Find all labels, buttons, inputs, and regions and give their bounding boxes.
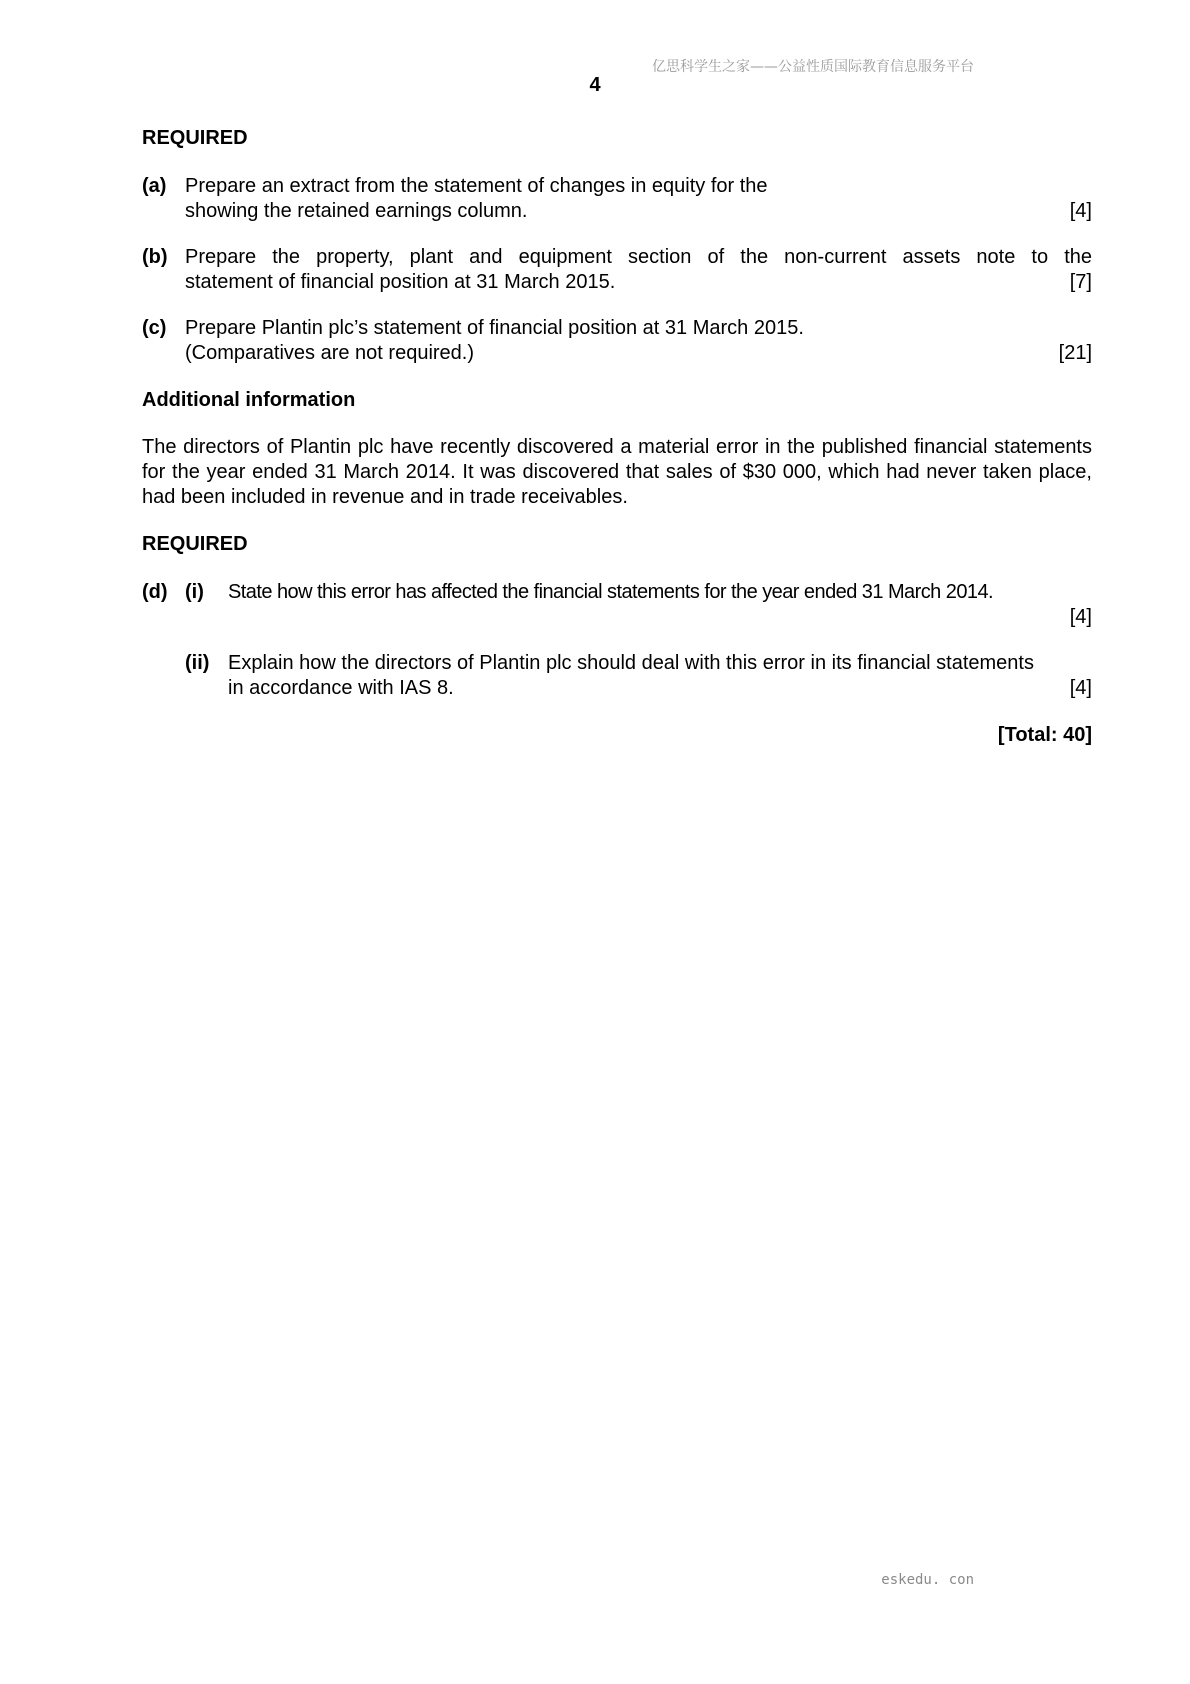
marks-label: [7]	[1069, 271, 1092, 293]
watermark-text: 亿思科学生之家——公益性质国际教育信息服务平台	[652, 59, 974, 75]
sub-item-label: (i)	[185, 581, 204, 603]
item-text-line: Explain how the directors of Plantin plc should deal with this error in its financial statements	[228, 652, 1034, 674]
marks-label: [4]	[1069, 606, 1092, 628]
item-text-line: Prepare an extract from the statement of changes in equity for the	[185, 175, 768, 197]
question-item-b	[142, 245, 1092, 295]
required-heading: REQUIRED	[142, 533, 248, 555]
page-number: 4	[589, 74, 601, 96]
item-text-line: State how this error has affected the financial statements for the year ended 31 March 2014.	[228, 581, 994, 603]
total-marks: [Total: 40]	[997, 724, 1092, 746]
question-item-a	[142, 174, 1092, 224]
item-text-line: in accordance with IAS 8.	[228, 677, 454, 699]
additional-info-text: The directors of Plantin plc have recently discovered a material error in the published financial statements for the year ended 31 March 2014. It was discovered that sales of $30 000, which had never taken place, had been included in revenue and in trade receivables.	[142, 436, 1092, 508]
item-label: (b)	[142, 246, 168, 268]
footer-site-text: eskedu. con	[881, 1572, 974, 1588]
question-item-c	[142, 316, 1092, 366]
item-text-line: statement of financial position at 31 March 2015.	[185, 271, 616, 293]
item-text-line: Prepare Plantin plc’s statement of financial position at 31 March 2015.	[185, 317, 804, 339]
item-label: (a)	[142, 175, 167, 197]
marks-label: [4]	[1069, 677, 1092, 699]
item-text-line: (Comparatives are not required.)	[185, 342, 475, 364]
required-heading: REQUIRED	[142, 127, 248, 149]
item-text-line: Prepare the property, plant and equipment section of the non-current assets note to the	[185, 246, 1092, 268]
marks-label: [21]	[1058, 342, 1092, 364]
question-item-d-ii	[142, 651, 1092, 701]
additional-info-heading: Additional information	[142, 389, 356, 411]
sub-item-label: (ii)	[185, 652, 210, 674]
marks-label: [4]	[1069, 200, 1092, 222]
item-label: (c)	[142, 317, 167, 339]
item-text-line: showing the retained earnings column.	[185, 200, 528, 222]
question-content	[142, 126, 1092, 748]
question-item-d-i	[142, 580, 1092, 630]
item-label: (d)	[142, 581, 168, 603]
